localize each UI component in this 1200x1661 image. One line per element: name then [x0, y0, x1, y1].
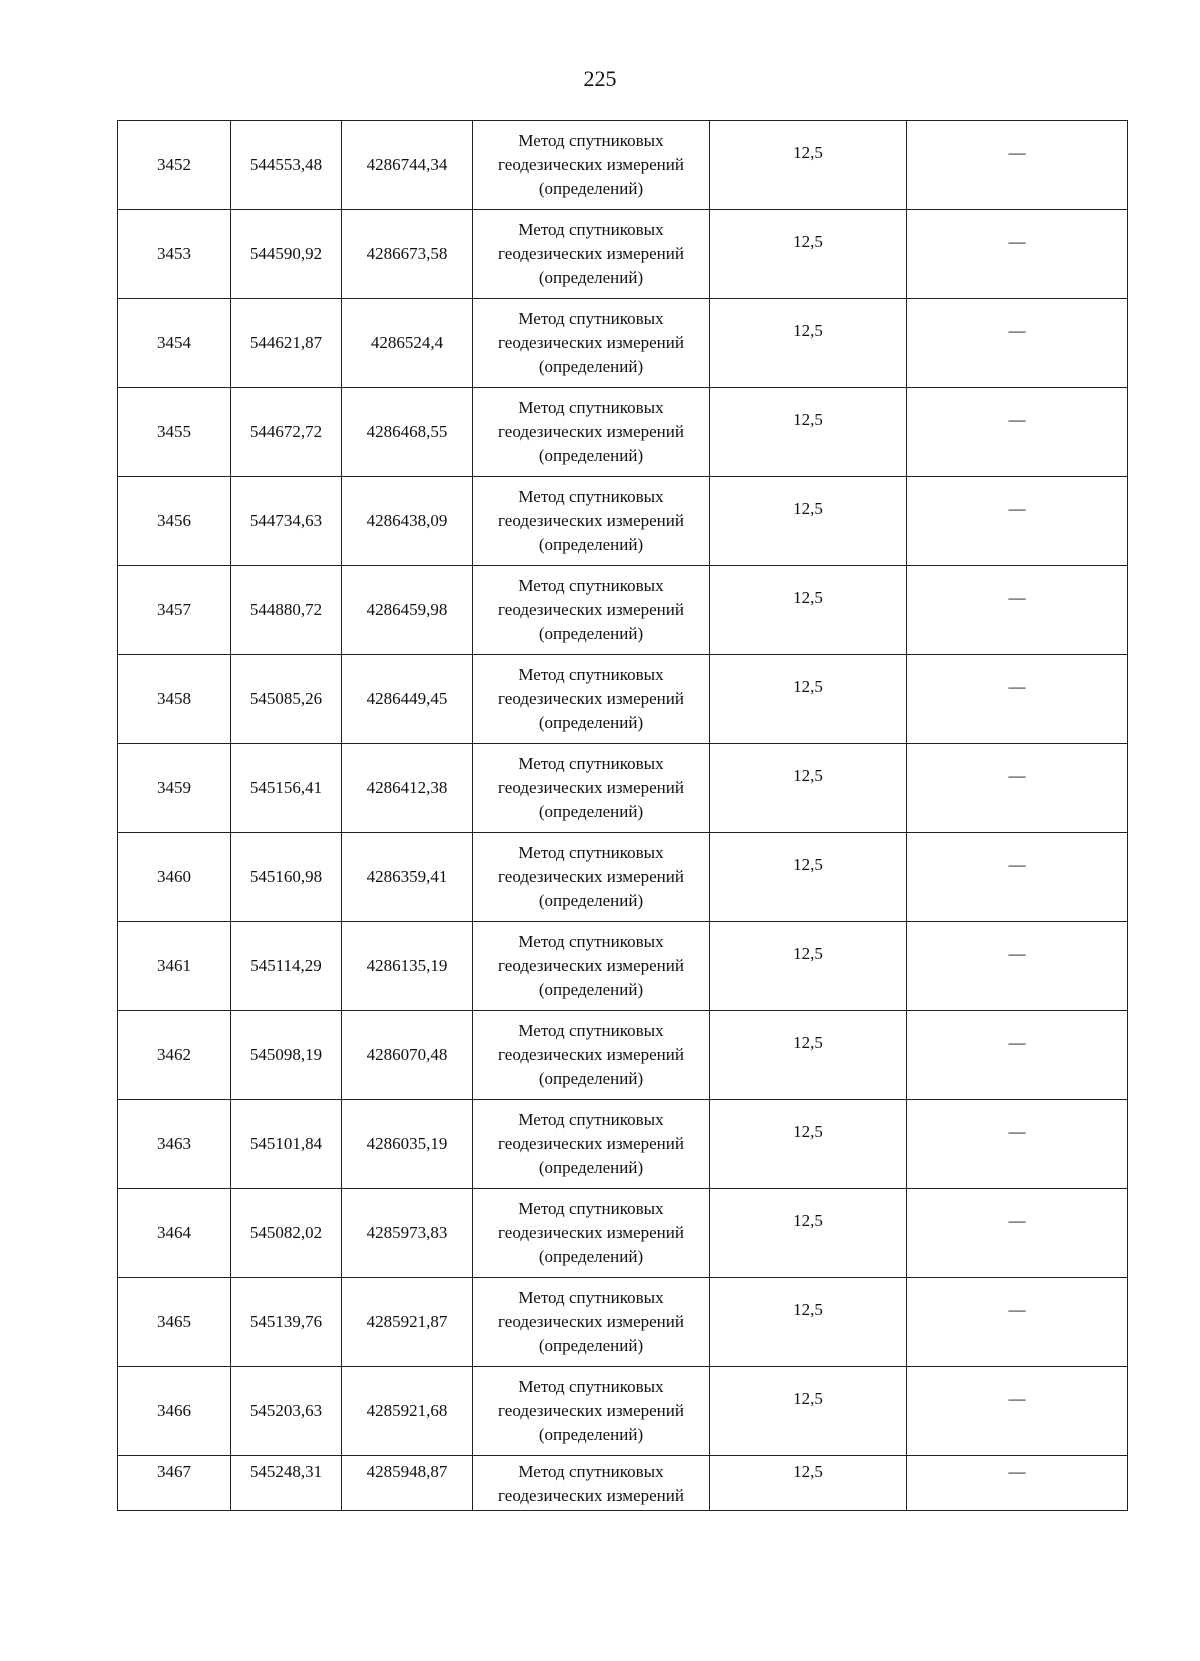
- method-line: геодезических измерений: [498, 600, 684, 619]
- method-line: Метод спутниковых: [518, 1288, 664, 1307]
- method-line: Метод спутниковых: [518, 220, 664, 239]
- accuracy-value: 12,5: [793, 1389, 823, 1408]
- method-cell: [473, 1100, 710, 1189]
- description-dash: —: [1008, 1033, 1026, 1052]
- description-dash: —: [1008, 1462, 1026, 1481]
- method-cell: [473, 1367, 710, 1456]
- description-dash: —: [1008, 1122, 1026, 1141]
- method-cell: [473, 121, 710, 210]
- method-cell: [473, 1278, 710, 1367]
- accuracy-value: 12,5: [793, 1033, 823, 1052]
- x-coordinate-cell: 544590,92: [231, 210, 342, 299]
- method-line: геодезических измерений: [498, 1486, 684, 1505]
- description-cell: [907, 1189, 1128, 1278]
- method-line: геодезических измерений: [498, 689, 684, 708]
- table-row: [118, 210, 1128, 299]
- description-dash: —: [1008, 1211, 1026, 1230]
- description-cell: [907, 121, 1128, 210]
- table-row: [118, 655, 1128, 744]
- point-number-cell: 3464: [118, 1189, 231, 1278]
- description-dash: —: [1008, 143, 1026, 162]
- description-cell: [907, 922, 1128, 1011]
- description-cell: [907, 1456, 1128, 1511]
- accuracy-cell: [710, 744, 907, 833]
- table-body: [118, 121, 1128, 1511]
- method-cell: [473, 744, 710, 833]
- accuracy-cell: [710, 922, 907, 1011]
- accuracy-value: 12,5: [793, 321, 823, 340]
- method-line: Метод спутниковых: [518, 1377, 664, 1396]
- x-coordinate-cell: 544672,72: [231, 388, 342, 477]
- method-line: (определений): [538, 268, 644, 287]
- accuracy-cell: [710, 121, 907, 210]
- point-number-cell: 3460: [118, 833, 231, 922]
- table-row: [118, 299, 1128, 388]
- method-cell: [473, 566, 710, 655]
- method-line: (определений): [538, 1158, 644, 1177]
- description-cell: [907, 1100, 1128, 1189]
- description-dash: —: [1008, 588, 1026, 607]
- point-number-cell: 3465: [118, 1278, 231, 1367]
- description-cell: [907, 477, 1128, 566]
- x-coordinate-cell: 544553,48: [231, 121, 342, 210]
- method-line: геодезических измерений: [498, 244, 684, 263]
- x-coordinate-cell: 545114,29: [231, 922, 342, 1011]
- accuracy-cell: [710, 1011, 907, 1100]
- description-cell: [907, 299, 1128, 388]
- x-coordinate-cell: 545156,41: [231, 744, 342, 833]
- accuracy-cell: [710, 299, 907, 388]
- point-number-cell: 3454: [118, 299, 231, 388]
- page-number: 225: [583, 66, 617, 91]
- description-cell: [907, 1011, 1128, 1100]
- accuracy-value: 12,5: [793, 1300, 823, 1319]
- x-coordinate-cell: 545160,98: [231, 833, 342, 922]
- table-row: [118, 1189, 1128, 1278]
- description-dash: —: [1008, 766, 1026, 785]
- method-line: геодезических измерений: [498, 956, 684, 975]
- accuracy-value: 12,5: [793, 499, 823, 518]
- method-line: Метод спутниковых: [518, 1199, 664, 1218]
- description-cell: [907, 833, 1128, 922]
- table-row: [118, 1456, 1128, 1511]
- accuracy-value: 12,5: [793, 766, 823, 785]
- description-dash: —: [1008, 321, 1026, 340]
- point-number-cell: 3457: [118, 566, 231, 655]
- table-row: [118, 1011, 1128, 1100]
- method-line: геодезических измерений: [498, 1045, 684, 1064]
- description-dash: —: [1008, 1389, 1026, 1408]
- method-line: Метод спутниковых: [518, 131, 664, 150]
- y-coordinate-cell: 4285948,87: [342, 1456, 473, 1511]
- method-line: геодезических измерений: [498, 778, 684, 797]
- method-line: Метод спутниковых: [518, 843, 664, 862]
- method-cell: [473, 1011, 710, 1100]
- description-cell: [907, 1278, 1128, 1367]
- method-line: (определений): [538, 802, 644, 821]
- method-cell: [473, 922, 710, 1011]
- table-row: [118, 566, 1128, 655]
- accuracy-value: 12,5: [793, 1122, 823, 1141]
- y-coordinate-cell: 4286359,41: [342, 833, 473, 922]
- method-line: Метод спутниковых: [518, 309, 664, 328]
- accuracy-value: 12,5: [793, 855, 823, 874]
- x-coordinate-cell: 545139,76: [231, 1278, 342, 1367]
- accuracy-cell: [710, 566, 907, 655]
- description-cell: [907, 388, 1128, 477]
- method-line: (определений): [538, 179, 644, 198]
- y-coordinate-cell: 4286744,34: [342, 121, 473, 210]
- method-cell: [473, 299, 710, 388]
- method-line: Метод спутниковых: [518, 932, 664, 951]
- accuracy-cell: [710, 833, 907, 922]
- y-coordinate-cell: 4286412,38: [342, 744, 473, 833]
- description-dash: —: [1008, 855, 1026, 874]
- method-line: (определений): [538, 1425, 644, 1444]
- method-line: геодезических измерений: [498, 1223, 684, 1242]
- method-line: (определений): [538, 1336, 644, 1355]
- description-cell: [907, 566, 1128, 655]
- point-number-cell: 3455: [118, 388, 231, 477]
- method-line: (определений): [538, 535, 644, 554]
- accuracy-value: 12,5: [793, 677, 823, 696]
- description-cell: [907, 210, 1128, 299]
- accuracy-value: 12,5: [793, 410, 823, 429]
- method-line: Метод спутниковых: [518, 665, 664, 684]
- accuracy-cell: [710, 1189, 907, 1278]
- table-row: [118, 1278, 1128, 1367]
- accuracy-cell: [710, 655, 907, 744]
- description-dash: —: [1008, 499, 1026, 518]
- table-row: [118, 477, 1128, 566]
- method-cell: [473, 210, 710, 299]
- method-line: Метод спутниковых: [518, 398, 664, 417]
- table-row: [118, 1367, 1128, 1456]
- description-cell: [907, 655, 1128, 744]
- x-coordinate-cell: 545101,84: [231, 1100, 342, 1189]
- description-dash: —: [1008, 232, 1026, 251]
- method-line: (определений): [538, 1247, 644, 1266]
- y-coordinate-cell: 4286468,55: [342, 388, 473, 477]
- accuracy-cell: [710, 1100, 907, 1189]
- y-coordinate-cell: 4286135,19: [342, 922, 473, 1011]
- accuracy-value: 12,5: [793, 1462, 823, 1481]
- method-line: Метод спутниковых: [518, 754, 664, 773]
- x-coordinate-cell: 545098,19: [231, 1011, 342, 1100]
- point-number-cell: 3453: [118, 210, 231, 299]
- method-line: геодезических измерений: [498, 1312, 684, 1331]
- method-cell: [473, 1456, 710, 1511]
- method-cell: [473, 388, 710, 477]
- table-row: [118, 121, 1128, 210]
- method-cell: [473, 1189, 710, 1278]
- method-line: (определений): [538, 980, 644, 999]
- table-row: [118, 1100, 1128, 1189]
- accuracy-cell: [710, 388, 907, 477]
- method-line: Метод спутниковых: [518, 487, 664, 506]
- method-line: геодезических измерений: [498, 1134, 684, 1153]
- method-line: (определений): [538, 1069, 644, 1088]
- accuracy-cell: [710, 210, 907, 299]
- coordinates-table: [117, 120, 1128, 1511]
- description-dash: —: [1008, 1300, 1026, 1319]
- point-number-cell: 3463: [118, 1100, 231, 1189]
- accuracy-value: 12,5: [793, 232, 823, 251]
- y-coordinate-cell: 4285973,83: [342, 1189, 473, 1278]
- description-dash: —: [1008, 410, 1026, 429]
- accuracy-value: 12,5: [793, 1211, 823, 1230]
- description-cell: [907, 744, 1128, 833]
- accuracy-value: 12,5: [793, 588, 823, 607]
- description-dash: —: [1008, 677, 1026, 696]
- y-coordinate-cell: 4285921,68: [342, 1367, 473, 1456]
- table-row: [118, 744, 1128, 833]
- y-coordinate-cell: 4286524,4: [342, 299, 473, 388]
- method-cell: [473, 477, 710, 566]
- x-coordinate-cell: 545085,26: [231, 655, 342, 744]
- x-coordinate-cell: 545082,02: [231, 1189, 342, 1278]
- point-number-cell: 3459: [118, 744, 231, 833]
- method-line: (определений): [538, 357, 644, 376]
- y-coordinate-cell: 4285921,87: [342, 1278, 473, 1367]
- accuracy-value: 12,5: [793, 944, 823, 963]
- description-cell: [907, 1367, 1128, 1456]
- method-line: геодезических измерений: [498, 422, 684, 441]
- method-line: (определений): [538, 446, 644, 465]
- point-number-cell: 3466: [118, 1367, 231, 1456]
- y-coordinate-cell: 4286438,09: [342, 477, 473, 566]
- method-line: (определений): [538, 713, 644, 732]
- point-number-cell: 3467: [118, 1456, 231, 1511]
- method-line: геодезических измерений: [498, 867, 684, 886]
- x-coordinate-cell: 544621,87: [231, 299, 342, 388]
- method-line: Метод спутниковых: [518, 1110, 664, 1129]
- y-coordinate-cell: 4286459,98: [342, 566, 473, 655]
- table-row: [118, 388, 1128, 477]
- x-coordinate-cell: 545248,31: [231, 1456, 342, 1511]
- point-number-cell: 3461: [118, 922, 231, 1011]
- method-line: Метод спутниковых: [518, 576, 664, 595]
- accuracy-value: 12,5: [793, 143, 823, 162]
- method-line: геодезических измерений: [498, 511, 684, 530]
- method-line: геодезических измерений: [498, 1401, 684, 1420]
- point-number-cell: 3462: [118, 1011, 231, 1100]
- y-coordinate-cell: 4286673,58: [342, 210, 473, 299]
- method-line: Метод спутниковых: [518, 1462, 664, 1481]
- method-line: Метод спутниковых: [518, 1021, 664, 1040]
- y-coordinate-cell: 4286449,45: [342, 655, 473, 744]
- accuracy-cell: [710, 1456, 907, 1511]
- method-line: (определений): [538, 624, 644, 643]
- accuracy-cell: [710, 1278, 907, 1367]
- y-coordinate-cell: 4286035,19: [342, 1100, 473, 1189]
- accuracy-cell: [710, 1367, 907, 1456]
- point-number-cell: 3452: [118, 121, 231, 210]
- accuracy-cell: [710, 477, 907, 566]
- x-coordinate-cell: 545203,63: [231, 1367, 342, 1456]
- table-row: [118, 922, 1128, 1011]
- method-line: (определений): [538, 891, 644, 910]
- method-cell: [473, 833, 710, 922]
- description-dash: —: [1008, 944, 1026, 963]
- method-line: геодезических измерений: [498, 155, 684, 174]
- point-number-cell: 3458: [118, 655, 231, 744]
- method-line: геодезических измерений: [498, 333, 684, 352]
- x-coordinate-cell: 544734,63: [231, 477, 342, 566]
- table-row: [118, 833, 1128, 922]
- method-cell: [473, 655, 710, 744]
- point-number-cell: 3456: [118, 477, 231, 566]
- y-coordinate-cell: 4286070,48: [342, 1011, 473, 1100]
- x-coordinate-cell: 544880,72: [231, 566, 342, 655]
